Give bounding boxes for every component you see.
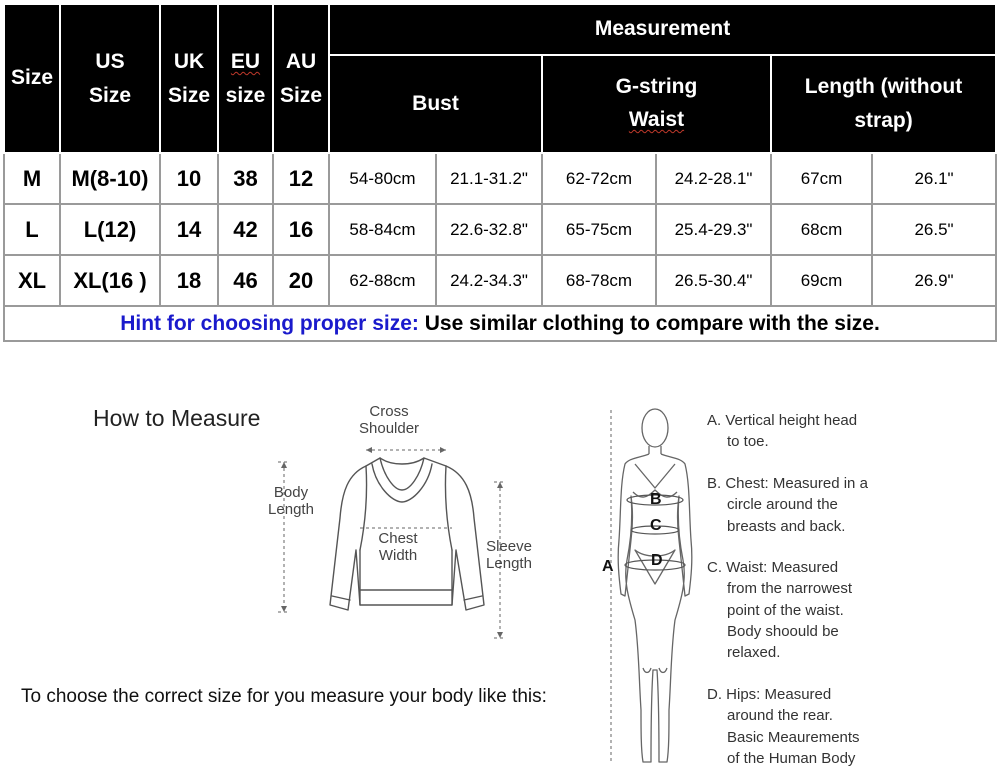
cell-bust-in: 22.6-32.8" [436, 204, 542, 255]
table-row [4, 204, 996, 255]
cell-size: L [4, 204, 60, 255]
size-hint [4, 306, 996, 341]
hint-text: Use similar clothing to compare with the size. [418, 311, 880, 335]
header-gstring-waist: G-string Waist [542, 55, 771, 153]
header-size: Size [4, 4, 60, 153]
header-uk-size: UK Size [160, 4, 218, 153]
chest-width-label: Chest Width [378, 530, 418, 565]
measure-instruction: To choose the correct size for you measure your body like this: [21, 686, 547, 707]
cell-size: M [4, 153, 60, 204]
cell-length-in: 26.1" [872, 153, 996, 204]
header-bust: Bust [329, 55, 542, 153]
step-b: B. Chest: Measured in a circle around the breasts and back. [707, 475, 868, 535]
cell-size: XL [4, 255, 60, 306]
cell-us: L(12) [60, 204, 160, 255]
size-chart-table [3, 3, 997, 342]
cell-waist-cm: 68-78cm [542, 255, 656, 306]
hint-label: Hint for choosing proper size: [120, 311, 419, 335]
cell-length-cm: 67cm [771, 153, 872, 204]
body-letter-b: B [650, 491, 662, 508]
how-to-measure-title: How to Measure [93, 405, 261, 431]
cell-length-cm: 68cm [771, 204, 872, 255]
cell-eu: 38 [218, 153, 273, 204]
cell-waist-in: 25.4-29.3" [656, 204, 771, 255]
step-d: D. Hips: Measured around the rear. Basic Meaurements of the Human Body [707, 686, 860, 767]
body-letter-d: D [651, 552, 663, 569]
cell-waist-cm: 62-72cm [542, 153, 656, 204]
cell-bust-in: 24.2-34.3" [436, 255, 542, 306]
cell-eu: 42 [218, 204, 273, 255]
cell-bust-cm: 62-88cm [329, 255, 436, 306]
header-length: Length (without strap) [771, 55, 996, 153]
sweater-measure-diagram [260, 400, 545, 650]
header-us-size: US Size [60, 4, 160, 153]
cell-waist-in: 26.5-30.4" [656, 255, 771, 306]
cell-bust-cm: 58-84cm [329, 204, 436, 255]
cell-waist-in: 24.2-28.1" [656, 153, 771, 204]
body-letter-c: C [650, 517, 662, 534]
sleeve-length-label: Sleeve Length [486, 538, 532, 573]
header-eu-size: EU size [218, 4, 273, 153]
body-letter-a: A [602, 558, 614, 575]
cell-waist-cm: 65-75cm [542, 204, 656, 255]
cell-us: M(8-10) [60, 153, 160, 204]
cross-shoulder-label: Cross Shoulder [359, 403, 420, 438]
cell-length-cm: 69cm [771, 255, 872, 306]
step-c: C. Waist: Measured from the narrowest point of the waist. Body shoould be relaxed. [707, 559, 853, 662]
cell-uk: 18 [160, 255, 218, 306]
cell-au: 20 [273, 255, 329, 306]
step-a: A. Vertical height head to toe. [707, 412, 858, 451]
table-row [4, 153, 996, 204]
cell-eu: 46 [218, 255, 273, 306]
cell-length-in: 26.5" [872, 204, 996, 255]
cell-au: 16 [273, 204, 329, 255]
cell-us: XL(16 ) [60, 255, 160, 306]
cell-uk: 14 [160, 204, 218, 255]
cell-au: 12 [273, 153, 329, 204]
cell-uk: 10 [160, 153, 218, 204]
body-measure-diagram [595, 400, 705, 772]
header-measurement: Measurement [329, 4, 996, 55]
body-length-label: Body Length [268, 484, 314, 519]
cell-bust-in: 21.1-31.2" [436, 153, 542, 204]
table-row [4, 255, 996, 306]
cell-length-in: 26.9" [872, 255, 996, 306]
header-au-size: AU Size [273, 4, 329, 153]
cell-bust-cm: 54-80cm [329, 153, 436, 204]
